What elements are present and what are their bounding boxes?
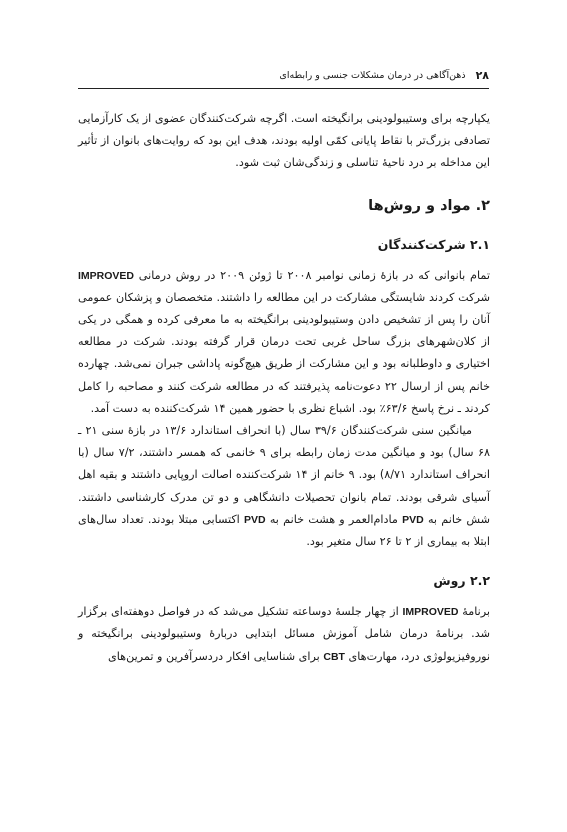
text-run: برنامهٔ	[462, 605, 491, 619]
abbreviation-cbt: CBT	[323, 650, 345, 663]
program-name: IMPROVED	[78, 269, 135, 282]
text-run: میانگین سنی شرکت‌کنندگان ۳۹/۶ سال (با انحراف استاندارد ۱۳/۶ در بازهٔ سنی ۲۱ ـ ۶۸ سال) بود و میانگین مدت زمان رابطه برای ۹ خانمی که همسر داشتند، ۷/۲ سال (با انحراف استاندارد ۸/۷۱) بود. ۹ خانم از ۱۴ شرکت‌کننده اصالت اروپایی داشتند و بقیه اهل آسیای شرقی بودند. تمام بانوان تحصیلات دانشگاهی و دو تن مدرک کارشناسی داشتند. شش خانم به	[78, 424, 490, 526]
body-text	[78, 108, 490, 668]
abbreviation-pvd: PVD	[244, 513, 266, 526]
running-header	[78, 66, 489, 89]
section-heading-materials-methods: ۲. مواد و روش‌ها	[368, 197, 490, 214]
subsection-heading-method: ۲.۲ روش	[433, 573, 490, 589]
participants-paragraph-2	[78, 420, 490, 553]
abbreviation-pvd: PVD	[402, 513, 424, 526]
participants-paragraph-1	[78, 265, 490, 420]
text-run: مادام‌العمر و هشت خانم به	[269, 512, 398, 526]
running-title: ذهن‌آگاهی در درمان مشکلات جنسی و رابطه‌ای	[279, 69, 466, 81]
text-run: شرکت کردند شایستگی مشارکت در این مطالعه را داشتند. متخصصان و پزشکان عمومی آنان را پس از تشخیص دادن وستیبولودینی برانگیخته به ما معرفی کرده و همگی در یکی از کلان‌شهرهای بزرگ ساحل غربی تحت درمان قرار گرفته بودند. شرکت در مطالعه اختیاری و داوطلبانه بود و این مشارکت از طریق هیچ‌گونه پاداشی جبران نمی‌شد. چهارده خانم پس از ارسال ۲۲ دعوت‌نامه پذیرفتند که در مطالعه شرکت کنند و مصاحبه را کامل کردند ـ نرخ پاسخ ۶۳/۶٪ بود. اشباع نظری با حضور همین ۱۴ شرکت‌کننده به دست آمد.	[78, 290, 491, 415]
text-run: برای شناسایی افکار دردسرآفرین و تمرین‌های	[108, 649, 320, 663]
subsection-heading-participants: ۲.۱ شرکت‌کنندگان	[377, 236, 490, 252]
text-run: اکتسابی مبتلا بودند. تعداد سال‌های ابتلا به بیماری از ۲ تا ۲۶ سال متغیر بود.	[78, 512, 490, 549]
method-paragraph	[78, 601, 490, 668]
text-run: تمام بانوانی که در بازهٔ زمانی نوامبر ۲۰۰۸ تا ژوئن ۲۰۰۹ در روش درمانی	[138, 268, 490, 282]
page-number: ۲۸	[475, 68, 489, 82]
text-run: از چهار جلسهٔ دوساعته تشکیل می‌شد که در فواصل دوهفته‌ای برگزار شد. برنامهٔ درمان شامل آموزش مسائل ابتدایی دربارهٔ وستیبولودینی برانگیخته و نوروفیزیولوژی درد، مهارت‌های	[78, 605, 490, 663]
program-name: IMPROVED	[402, 606, 459, 619]
intro-paragraph: یکپارچه برای وستیبولودینی برانگیخته است. اگرچه شرکت‌کنندگان عضوی از یک کارآزمایی تصادفی بزرگ‌تر با نقاط پایانی کمّی اولیه بودند، هدف این بود که روایت‌های بانوان از تأثیر این مداخله بر درد ناحیهٔ تناسلی و زندگی‌شان ثبت شود.	[78, 112, 490, 170]
